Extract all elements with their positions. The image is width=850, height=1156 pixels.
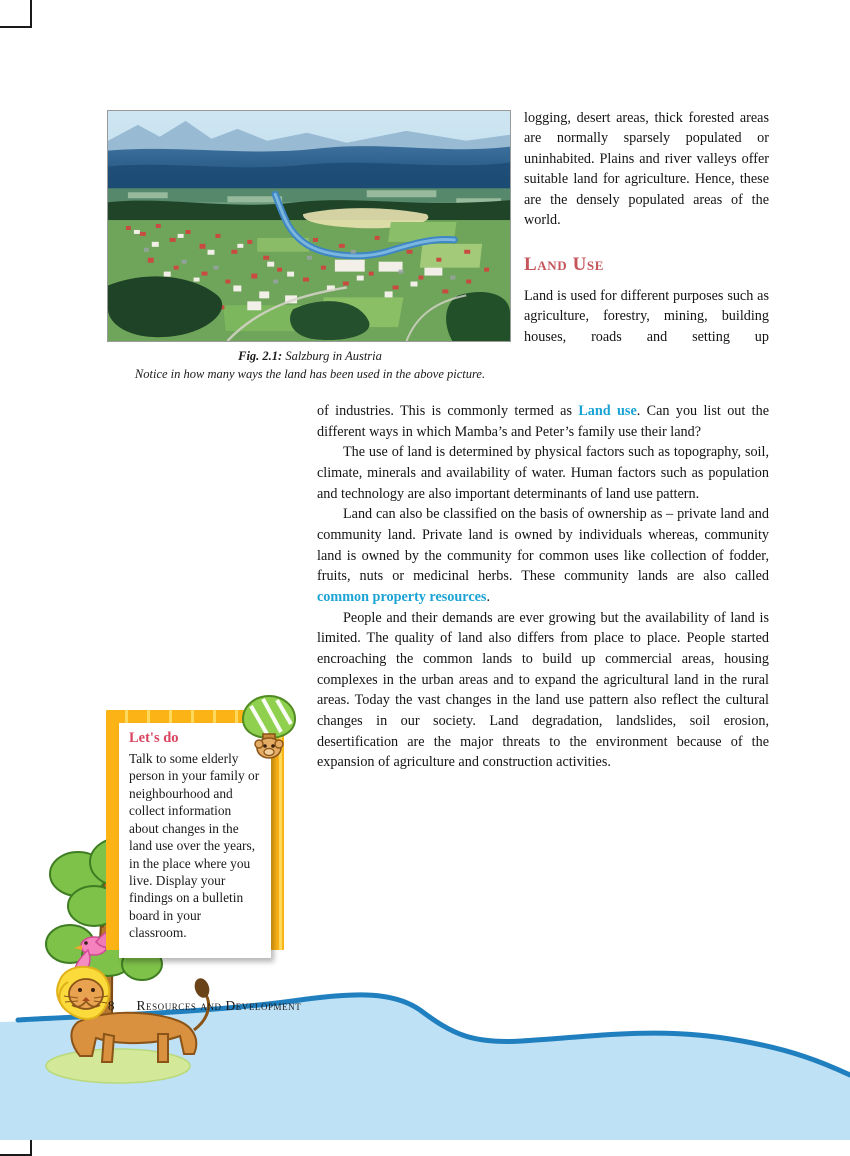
figure-block	[107, 110, 513, 382]
para3-text-b: .	[486, 588, 490, 605]
activity-box-title: Let's do	[129, 730, 179, 746]
para1-text-a: of industries. This is commonly termed as	[317, 403, 579, 419]
activity-box	[106, 710, 284, 950]
continued-paragraph: logging, desert areas, thick forested areas are normally sparsely populated or uninhabited. Plains and river valleys offer suitable land for agriculture. Hence, these are the densely populated areas of the world.	[524, 110, 769, 229]
paragraph-determinants: The use of land is determined by physical factors such as topography, soil, climate, minerals and availability of water. Human factors such as population and technology are also important determinants of land use pattern.	[317, 444, 769, 502]
lion-figure	[57, 967, 212, 1062]
figure-note: Notice in how many ways the land has been used in the above picture.	[134, 366, 486, 381]
page-title: Land Use	[524, 253, 605, 275]
page-footer	[108, 998, 301, 1014]
paragraph-demands: People and their demands are ever growing but the availability of land is limited. The quality of land also differs from place to place. People started encroaching the common lands to build up commercial areas, housing complexes in the urban areas and to expand the agricultural land in the rural areas. Today the vast changes in the land use pattern also reflect the cultural changes in our society. Land degradation, landslides, soil erosion, desertification are the major threats to the environment because of the expansion of agriculture and construction activities.	[317, 609, 769, 771]
activity-box-text: Talk to some elderly person in your family or neighbourhood and collect information about changes in the land use over the years, in the place where you live. Display your findings on a bulletin board in your classroom.	[129, 751, 260, 941]
paragraph-ownership	[317, 504, 769, 607]
para3-text-a: Land can also be classified on the basis of ownership as – private land and community land. Private land is owned by individuals whereas, community land is owned by the community for common uses like collection of fodder, fruits, nuts or medicinal herbs. These community lands are also called	[317, 506, 769, 585]
tree-monkey-mascot	[237, 694, 301, 764]
para1-text-b: . Can you list out the different ways in which Mamba’s and Peter’s family use their land?	[317, 403, 770, 440]
crop-mark-top-left	[0, 0, 32, 28]
body-text-column	[317, 401, 769, 773]
aerial-photo-salzburg-austria	[107, 110, 511, 342]
paragraph-landuse-definition	[317, 401, 769, 442]
right-text-column	[524, 108, 769, 347]
figure-number: Fig. 2.1:	[238, 349, 283, 363]
keyword-land-use: Land use	[578, 403, 637, 419]
running-title: Resources and Development	[136, 998, 302, 1013]
figure-caption	[107, 348, 513, 365]
figure-caption-text: Salzburg in Austria	[282, 349, 382, 363]
landuse-lead-paragraph: Land is used for different purposes such as agriculture, forestry, mining, building houses, roads and setting up	[524, 287, 769, 345]
page-number: 8	[108, 998, 115, 1013]
keyword-common-property-resources: common property resources	[317, 588, 487, 605]
